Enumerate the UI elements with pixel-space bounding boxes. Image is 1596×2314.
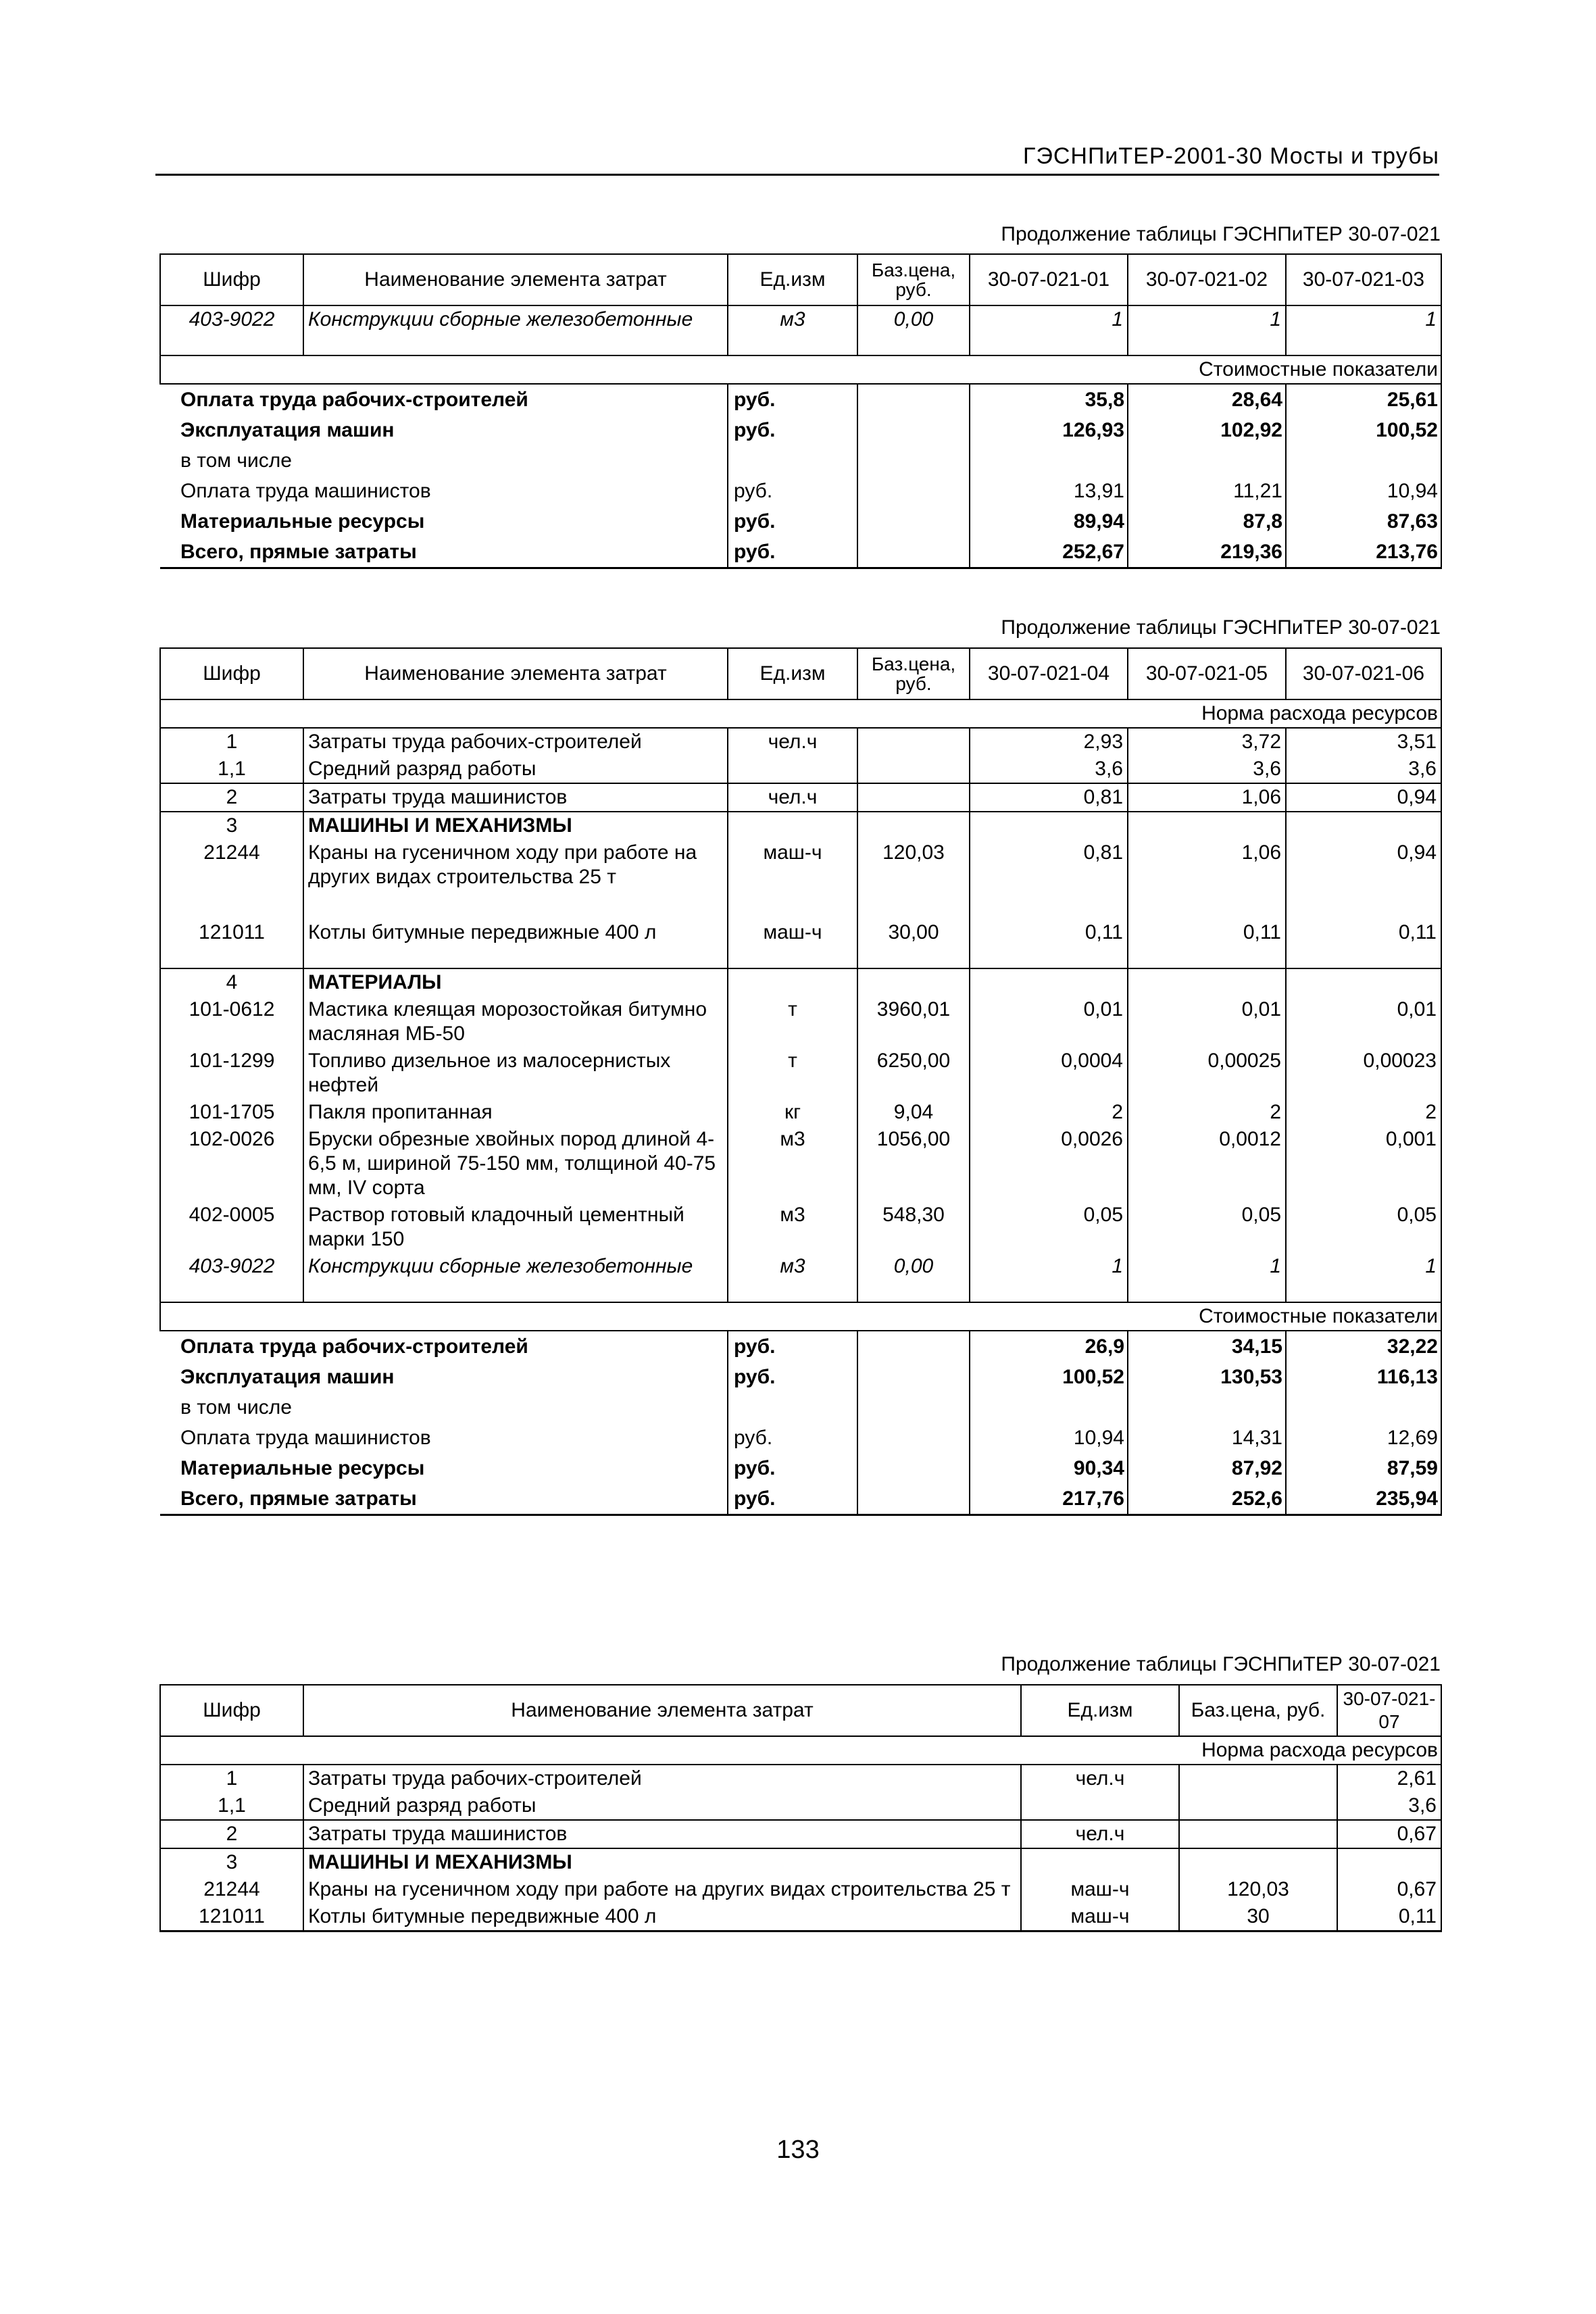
row-value: 0,001 xyxy=(1286,1126,1441,1202)
row-value: 0,81 xyxy=(970,783,1128,812)
row-value xyxy=(1286,968,1441,996)
row-price: 30,00 xyxy=(857,919,970,968)
row-code: 2 xyxy=(160,1820,303,1848)
row-value: 1 xyxy=(1286,305,1441,355)
summary-unit: руб. xyxy=(728,1483,857,1515)
row-value: 3,6 xyxy=(1337,1792,1441,1820)
row-value xyxy=(1128,968,1286,996)
summary-value: 130,53 xyxy=(1128,1362,1286,1392)
row-unit xyxy=(728,968,857,996)
row-name: Мастика клеящая морозостойкая битумно масляная МБ-50 xyxy=(303,996,728,1048)
summary-unit: руб. xyxy=(728,1362,857,1392)
row-code: 403-9022 xyxy=(160,305,303,355)
row-code: 3 xyxy=(160,812,303,839)
summary-row xyxy=(160,415,1441,445)
header-code: Шифр xyxy=(160,648,303,699)
row-price xyxy=(1179,1792,1337,1820)
page-header: ГЭСНПиТЕР-2001-30 Мосты и трубы xyxy=(155,139,1439,176)
row-value: 0,0012 xyxy=(1128,1126,1286,1202)
row-value: 0,94 xyxy=(1286,839,1441,919)
row-price: 0,00 xyxy=(857,1253,970,1302)
header-unit: Ед.изм xyxy=(1021,1685,1179,1736)
table-row xyxy=(160,839,1441,919)
row-value xyxy=(1286,812,1441,839)
row-price xyxy=(857,756,970,783)
cost-label: Стоимостные показатели xyxy=(160,355,1441,384)
summary-value: 100,52 xyxy=(1286,415,1441,445)
row-name: Затраты труда рабочих-строителей xyxy=(303,1765,1021,1792)
row-code: 21244 xyxy=(160,1876,303,1903)
row-value: 1,06 xyxy=(1128,839,1286,919)
row-unit: чел.ч xyxy=(1021,1820,1179,1848)
section-title: МАШИНЫ И МЕХАНИЗМЫ xyxy=(303,1848,1021,1876)
row-value xyxy=(1337,1848,1441,1876)
summary-value: 213,76 xyxy=(1286,537,1441,568)
summary-value: 13,91 xyxy=(970,476,1128,506)
row-value: 3,6 xyxy=(1286,756,1441,783)
summary-label: Материальные ресурсы xyxy=(180,510,425,533)
row-unit: м3 xyxy=(728,1253,857,1302)
norm-label: Норма расхода ресурсов xyxy=(160,699,1441,728)
table-row xyxy=(160,1765,1441,1792)
summary-unit xyxy=(728,445,857,476)
header-code: Шифр xyxy=(160,1685,303,1736)
table-row xyxy=(160,1048,1441,1099)
summary-unit: руб. xyxy=(728,537,857,568)
summary-label: Материальные ресурсы xyxy=(180,1456,425,1479)
summary-value: 252,67 xyxy=(970,537,1128,568)
row-value: 3,72 xyxy=(1128,728,1286,756)
header-col1: 30-07-021-01 xyxy=(970,254,1128,305)
summary-value: 87,63 xyxy=(1286,506,1441,537)
row-code: 121011 xyxy=(160,919,303,968)
summary-label: Оплата труда машинистов xyxy=(180,1426,431,1449)
summary-value: 235,94 xyxy=(1286,1483,1441,1515)
row-price: 1056,00 xyxy=(857,1126,970,1202)
header-price: Баз.цена, руб. xyxy=(857,254,970,305)
row-code: 1 xyxy=(160,1765,303,1792)
row-code: 3 xyxy=(160,1848,303,1876)
section-row xyxy=(160,812,1441,839)
row-name: Топливо дизельное из малосернистых нефтей xyxy=(303,1048,728,1099)
row-unit xyxy=(1021,1848,1179,1876)
row-code: 121011 xyxy=(160,1903,303,1931)
row-unit: маш-ч xyxy=(728,919,857,968)
row-name: Котлы битумные передвижные 400 л xyxy=(303,919,728,968)
table-row xyxy=(160,1876,1441,1903)
row-price xyxy=(857,728,970,756)
row-name: Средний разряд работы xyxy=(303,756,728,783)
summary-value: 126,93 xyxy=(970,415,1128,445)
row-unit: т xyxy=(728,1048,857,1099)
header-name: Наименование элемента затрат xyxy=(303,254,728,305)
row-value: 0,0026 xyxy=(970,1126,1128,1202)
summary-unit: руб. xyxy=(728,1331,857,1362)
table-row xyxy=(160,1792,1441,1820)
row-unit: чел.ч xyxy=(728,783,857,812)
summary-value: 100,52 xyxy=(970,1362,1128,1392)
row-name: Пакля пропитанная xyxy=(303,1099,728,1126)
row-value: 2 xyxy=(1286,1099,1441,1126)
row-name: Раствор готовый кладочный цементный марки 150 xyxy=(303,1202,728,1253)
row-value: 2,93 xyxy=(970,728,1128,756)
header-col1: 30-07-021-04 xyxy=(970,648,1128,699)
summary-value: 87,8 xyxy=(1128,506,1286,537)
header-col3: 30-07-021-03 xyxy=(1286,254,1441,305)
summary-label: Всего, прямые затраты xyxy=(160,537,728,568)
header-price: Баз.цена, руб. xyxy=(1179,1685,1337,1736)
section-title: МАШИНЫ И МЕХАНИЗМЫ xyxy=(303,812,728,839)
row-value: 0,11 xyxy=(1286,919,1441,968)
row-price: 120,03 xyxy=(1179,1876,1337,1903)
summary-row xyxy=(160,1453,1441,1483)
row-unit xyxy=(728,812,857,839)
row-value: 2,61 xyxy=(1337,1765,1441,1792)
row-value: 1 xyxy=(970,1253,1128,1302)
row-unit: т xyxy=(728,996,857,1048)
row-price: 30 xyxy=(1179,1903,1337,1931)
row-value: 0,00025 xyxy=(1128,1048,1286,1099)
row-code: 1,1 xyxy=(160,756,303,783)
header-col2: 30-07-021-02 xyxy=(1128,254,1286,305)
summary-label: Всего, прямые затраты xyxy=(160,1483,728,1515)
table-row xyxy=(160,305,1441,355)
summary-value: 89,94 xyxy=(970,506,1128,537)
row-name: Котлы битумные передвижные 400 л xyxy=(303,1903,1021,1931)
summary-value: 252,6 xyxy=(1128,1483,1286,1515)
summary-value xyxy=(1286,445,1441,476)
table3-header-row xyxy=(160,1685,1441,1736)
summary-unit: руб. xyxy=(728,506,857,537)
row-value: 0,11 xyxy=(1337,1903,1441,1931)
table-row xyxy=(160,1126,1441,1202)
row-value: 0,01 xyxy=(1286,996,1441,1048)
row-code: 2 xyxy=(160,783,303,812)
row-code: 21244 xyxy=(160,839,303,919)
summary-value: 10,94 xyxy=(1286,476,1441,506)
page-number: 133 xyxy=(776,2136,820,2164)
row-code: 402-0005 xyxy=(160,1202,303,1253)
summary-row xyxy=(160,1331,1441,1362)
summary-unit: руб. xyxy=(728,415,857,445)
row-code: 1 xyxy=(160,728,303,756)
row-value: 0,94 xyxy=(1286,783,1441,812)
row-value: 2 xyxy=(970,1099,1128,1126)
row-value: 3,6 xyxy=(1128,756,1286,783)
norm-label-row xyxy=(160,1736,1441,1765)
header-name: Наименование элемента затрат xyxy=(303,648,728,699)
row-value: 0,11 xyxy=(1128,919,1286,968)
row-price xyxy=(1179,1848,1337,1876)
row-value: 0,00023 xyxy=(1286,1048,1441,1099)
cost-label: Стоимостные показатели xyxy=(160,1302,1441,1331)
table2-header-row xyxy=(160,648,1441,699)
row-value: 3,51 xyxy=(1286,728,1441,756)
summary-value xyxy=(970,1392,1128,1423)
row-name: Краны на гусеничном ходу при работе на других видах строительства 25 т xyxy=(303,839,728,919)
row-price xyxy=(857,812,970,839)
summary-value: 90,34 xyxy=(970,1453,1128,1483)
summary-value: 87,59 xyxy=(1286,1453,1441,1483)
header-col3: 30-07-021-06 xyxy=(1286,648,1441,699)
summary-value: 26,9 xyxy=(970,1331,1128,1362)
row-name: Затраты труда машинистов xyxy=(303,783,728,812)
summary-label: Эксплуатация машин xyxy=(180,1365,395,1388)
summary-unit: руб. xyxy=(728,476,857,506)
summary-value xyxy=(1128,445,1286,476)
row-unit: чел.ч xyxy=(728,728,857,756)
summary-value: 219,36 xyxy=(1128,537,1286,568)
row-value: 0,01 xyxy=(1128,996,1286,1048)
table-row xyxy=(160,1903,1441,1931)
summary-unit: руб. xyxy=(728,384,857,415)
row-price xyxy=(857,783,970,812)
table-row xyxy=(160,1253,1441,1302)
summary-row xyxy=(160,506,1441,537)
summary-row xyxy=(160,1483,1441,1515)
norm-label: Норма расхода ресурсов xyxy=(160,1736,1441,1765)
table1-header-row xyxy=(160,254,1441,305)
table1-caption: Продолжение таблицы ГЭСНПиТЕР 30-07-021 xyxy=(1001,223,1441,245)
row-value: 0,11 xyxy=(970,919,1128,968)
row-value: 0,01 xyxy=(970,996,1128,1048)
table-row xyxy=(160,728,1441,756)
header-unit: Ед.изм xyxy=(728,254,857,305)
row-value: 1 xyxy=(1128,305,1286,355)
row-unit: чел.ч xyxy=(1021,1765,1179,1792)
row-value xyxy=(970,968,1128,996)
summary-label: Оплата труда машинистов xyxy=(180,479,431,502)
row-name: Конструкции сборные железобетонные xyxy=(303,1253,728,1302)
row-code: 101-1705 xyxy=(160,1099,303,1126)
summary-row xyxy=(160,537,1441,568)
summary-value xyxy=(1286,1392,1441,1423)
row-unit: м3 xyxy=(728,1202,857,1253)
row-value: 2 xyxy=(1128,1099,1286,1126)
row-code: 4 xyxy=(160,968,303,996)
row-unit: маш-ч xyxy=(1021,1876,1179,1903)
summary-row xyxy=(160,476,1441,506)
summary-value xyxy=(1128,1392,1286,1423)
section-row xyxy=(160,1848,1441,1876)
row-value: 0,05 xyxy=(970,1202,1128,1253)
row-value: 0,05 xyxy=(1128,1202,1286,1253)
header-col1: 30-07-021-07 xyxy=(1337,1685,1441,1736)
table2-caption: Продолжение таблицы ГЭСНПиТЕР 30-07-021 xyxy=(1001,616,1441,639)
row-price: 0,00 xyxy=(857,305,970,355)
summary-value: 28,64 xyxy=(1128,384,1286,415)
summary-value: 102,92 xyxy=(1128,415,1286,445)
row-value: 0,0004 xyxy=(970,1048,1128,1099)
row-name: Затраты труда рабочих-строителей xyxy=(303,728,728,756)
row-value: 3,6 xyxy=(970,756,1128,783)
row-unit: м3 xyxy=(728,1126,857,1202)
cost-label-row xyxy=(160,1302,1441,1331)
row-value: 0,81 xyxy=(970,839,1128,919)
row-value: 1 xyxy=(1128,1253,1286,1302)
table-row xyxy=(160,919,1441,968)
summary-value: 12,69 xyxy=(1286,1423,1441,1453)
row-price xyxy=(1179,1765,1337,1792)
row-value: 1 xyxy=(970,305,1128,355)
summary-row xyxy=(160,1362,1441,1392)
summary-unit: руб. xyxy=(728,1453,857,1483)
row-unit xyxy=(1021,1792,1179,1820)
summary-row xyxy=(160,384,1441,415)
section-row xyxy=(160,968,1441,996)
table-row xyxy=(160,1820,1441,1848)
summary-row xyxy=(160,1392,1441,1423)
row-name: Конструкции сборные железобетонные xyxy=(303,305,728,355)
row-name: Затраты труда машинистов xyxy=(303,1820,1021,1848)
row-value: 1 xyxy=(1286,1253,1441,1302)
row-price: 3960,01 xyxy=(857,996,970,1048)
row-unit: кг xyxy=(728,1099,857,1126)
row-value: 0,67 xyxy=(1337,1876,1441,1903)
row-value xyxy=(1128,812,1286,839)
table-row xyxy=(160,1202,1441,1253)
summary-value: 14,31 xyxy=(1128,1423,1286,1453)
summary-label: Оплата труда рабочих-строителей xyxy=(160,1331,728,1362)
row-price xyxy=(857,968,970,996)
norm-label-row xyxy=(160,699,1441,728)
summary-value xyxy=(970,445,1128,476)
summary-value: 34,15 xyxy=(1128,1331,1286,1362)
row-value: 0,67 xyxy=(1337,1820,1441,1848)
row-name: Средний разряд работы xyxy=(303,1792,1021,1820)
table-row xyxy=(160,996,1441,1048)
row-code: 403-9022 xyxy=(160,1253,303,1302)
row-price: 548,30 xyxy=(857,1202,970,1253)
summary-row xyxy=(160,1423,1441,1453)
header-price: Баз.цена, руб. xyxy=(857,648,970,699)
summary-unit: руб. xyxy=(728,1423,857,1453)
summary-value: 116,13 xyxy=(1286,1362,1441,1392)
table-row xyxy=(160,783,1441,812)
table3 xyxy=(159,1684,1442,1932)
row-value: 0,05 xyxy=(1286,1202,1441,1253)
row-unit: м3 xyxy=(728,305,857,355)
summary-value: 25,61 xyxy=(1286,384,1441,415)
summary-value: 35,8 xyxy=(970,384,1128,415)
table-row xyxy=(160,756,1441,783)
row-name: Краны на гусеничном ходу при работе на других видах строительства 25 т xyxy=(303,1876,1021,1903)
summary-label: Эксплуатация машин xyxy=(180,418,395,441)
row-unit xyxy=(728,756,857,783)
table-row xyxy=(160,1099,1441,1126)
row-name: Бруски обрезные хвойных пород длиной 4-6,5 м, шириной 75-150 мм, толщиной 40-75 мм, IV сорта xyxy=(303,1126,728,1202)
summary-row xyxy=(160,445,1441,476)
summary-value: 32,22 xyxy=(1286,1331,1441,1362)
section-title: МАТЕРИАЛЫ xyxy=(303,968,728,996)
table1 xyxy=(159,253,1442,569)
row-unit: маш-ч xyxy=(728,839,857,919)
header-unit: Ед.изм xyxy=(728,648,857,699)
table3-caption: Продолжение таблицы ГЭСНПиТЕР 30-07-021 xyxy=(1001,1653,1441,1675)
header-code: Шифр xyxy=(160,254,303,305)
row-code: 1,1 xyxy=(160,1792,303,1820)
table2 xyxy=(159,647,1442,1516)
summary-value: 11,21 xyxy=(1128,476,1286,506)
summary-value: 87,92 xyxy=(1128,1453,1286,1483)
row-value xyxy=(970,812,1128,839)
row-price: 9,04 xyxy=(857,1099,970,1126)
row-code: 101-1299 xyxy=(160,1048,303,1099)
row-price: 120,03 xyxy=(857,839,970,919)
row-code: 101-0612 xyxy=(160,996,303,1048)
row-price xyxy=(1179,1820,1337,1848)
summary-value: 10,94 xyxy=(970,1423,1128,1453)
summary-label: в том числе xyxy=(180,449,292,472)
summary-unit xyxy=(728,1392,857,1423)
summary-value: 217,76 xyxy=(970,1483,1128,1515)
cost-label-row xyxy=(160,355,1441,384)
row-unit: маш-ч xyxy=(1021,1903,1179,1931)
row-code: 102-0026 xyxy=(160,1126,303,1202)
row-value: 1,06 xyxy=(1128,783,1286,812)
summary-label: Оплата труда рабочих-строителей xyxy=(160,384,728,415)
header-col2: 30-07-021-05 xyxy=(1128,648,1286,699)
summary-label: в том числе xyxy=(180,1396,292,1419)
header-name: Наименование элемента затрат xyxy=(303,1685,1021,1736)
row-price: 6250,00 xyxy=(857,1048,970,1099)
